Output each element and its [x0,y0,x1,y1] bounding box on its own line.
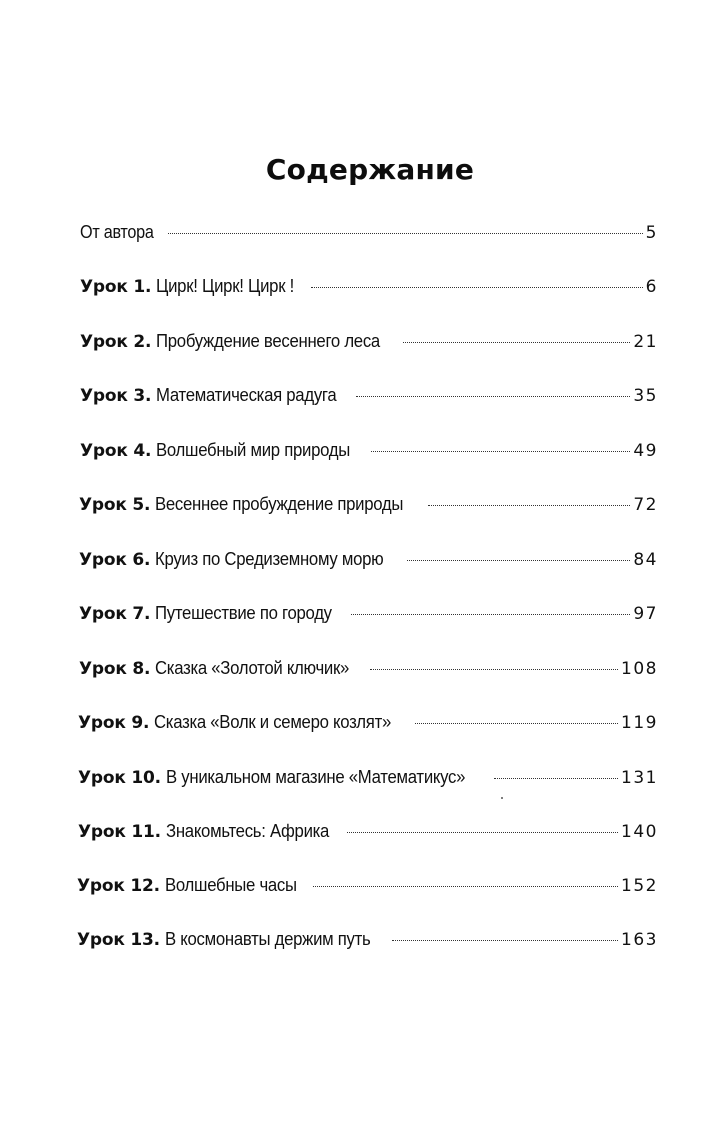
toc-page-number: 35 [633,386,658,406]
toc-entry-lesson-7[interactable] [79,600,658,626]
lesson-label: Урок 6. [79,550,151,570]
lesson-label: Урок 8. [79,659,151,679]
toc-page-number: 163 [621,930,658,950]
toc-entry-author[interactable] [80,219,658,245]
toc-entry-title: Математическая радуга [156,385,337,405]
toc-page-number: 140 [621,822,658,842]
toc-entry-title: В космонавты держим путь [164,929,371,949]
dot-leader [311,287,643,288]
toc-page-number: 108 [621,659,658,679]
dot-leader [407,560,630,561]
dot-leader [428,505,630,506]
toc-entry-lesson-6[interactable] [79,546,658,572]
dot-leader [403,342,630,343]
dot-leader [168,233,643,234]
toc-page-number: 84 [633,550,658,570]
toc-page-number: 97 [633,604,658,624]
toc-page-number: 72 [633,495,658,515]
toc-entry-title: Круиз по Средиземному морю [155,549,384,569]
toc-entry-title: Сказка «Золотой ключик» [155,658,350,678]
toc-entry-title: Путешествие по городу [155,603,333,623]
lesson-label: Урок 11. [78,822,161,842]
lesson-label: Урок 5. [79,495,151,515]
toc-entry-title: Волшебные часы [164,875,297,895]
toc-page-number: 21 [633,332,658,352]
toc-entry-lesson-2[interactable] [80,328,658,354]
lesson-label: Урок 2. [80,332,152,352]
toc-entry-title: Весеннее пробуждение природы [155,494,404,514]
toc-entry-lesson-9[interactable] [78,709,658,735]
toc-page-number: 152 [621,876,658,896]
dot-leader [494,778,618,779]
toc-entry-title: Цирк! Цирк! Цирк ! [156,276,295,296]
toc-entry-lesson-10[interactable] [78,764,658,790]
dot-leader [351,614,630,615]
toc-entry-title: В уникальном магазине «Математикус» [165,767,466,787]
toc-entry-lesson-11[interactable] [78,818,658,844]
dot-leader [370,669,618,670]
lesson-label: Урок 3. [80,386,152,406]
lesson-label: Урок 1. [80,277,152,297]
lesson-label: Урок 9. [78,713,150,733]
toc-entry-lesson-1[interactable] [80,273,658,299]
dot-leader [313,886,618,887]
lesson-label: Урок 12. [77,876,160,896]
page-title: Содержание [265,152,475,186]
lesson-label: Урок 4. [80,441,152,461]
toc-entry-title: Пробуждение весеннего леса [156,331,381,351]
toc-page-number: 49 [633,441,658,461]
toc-page-number: 131 [621,768,658,788]
toc-entry-lesson-12[interactable] [77,872,658,898]
toc-entry-lesson-5[interactable] [79,491,658,517]
toc-entry-lesson-3[interactable] [80,382,658,408]
toc-entry-title: Знакомьтесь: Африка [165,821,330,841]
dot-leader [392,940,618,941]
lesson-label: Урок 13. [77,930,160,950]
toc-entry-lesson-4[interactable] [80,437,658,463]
toc-page-number: 5 [645,223,658,243]
toc-page-number: 119 [621,713,658,733]
toc-entry-title: От автора [80,222,154,242]
dot-leader [415,723,618,724]
toc-entry-title: Сказка «Волк и семеро козлят» [154,712,392,732]
toc-entry-lesson-8[interactable] [79,655,658,681]
dot-leader [371,451,630,452]
lesson-label: Урок 7. [79,604,151,624]
toc-entry-lesson-13[interactable] [77,926,658,952]
dot-leader [356,396,630,397]
lesson-label: Урок 10. [78,768,161,788]
toc-entry-title: Волшебный мир природы [156,440,351,460]
dot-leader [347,832,618,833]
toc-page-number: 6 [645,277,658,297]
scan-speck [501,797,503,799]
